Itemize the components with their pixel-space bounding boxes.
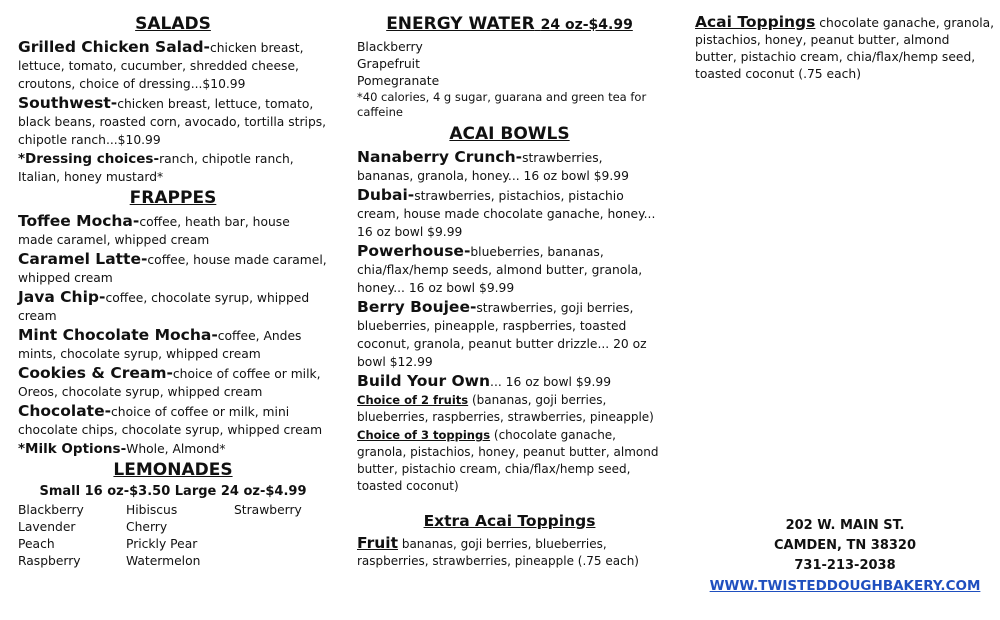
- lemonade-flavor: Prickly Pear: [126, 537, 198, 551]
- energy-water-note: *40 calories, 4 g sugar, guarana and green tea for caffeine: [357, 90, 647, 119]
- build-toppings-text: (chocolate ganache, granola, pistachios, honey, peanut butter, almond butter, pistachio cream, chia/flax/hemp seed, toasted coconut): [357, 428, 659, 493]
- energy-water-flavor: Grapefruit: [357, 57, 420, 71]
- acai-bowl-desc: ... 16 oz bowl $9.99: [490, 375, 612, 389]
- acai-bowl-desc: strawberries, bananas, granola, honey... 16 oz bowl $9.99: [357, 151, 629, 183]
- contact-block: [695, 516, 995, 596]
- acai-toppings-text: chocolate ganache, granola, pistachios, honey, peanut butter, almond butter, pistachio cream, chia/flax/hemp seed, toasted coconut (.75 each): [695, 16, 995, 81]
- frappe-name: Caramel Latte-: [18, 250, 148, 268]
- salad-name: Grilled Chicken Salad-: [18, 38, 210, 56]
- frappe-name: Chocolate-: [18, 402, 112, 420]
- acai-bowl-name: Dubai-: [357, 186, 415, 204]
- lemonade-flavor: Lavender: [18, 520, 76, 534]
- dressing-label: *Dressing choices-: [18, 151, 160, 167]
- build-fruits-option: [357, 392, 662, 426]
- frappes-list: [18, 212, 328, 458]
- acai-bowl-name: Berry Boujee-: [357, 298, 477, 316]
- milk-options-label: *Milk Options-: [18, 441, 127, 457]
- lemonade-flavor: Peach: [18, 537, 55, 551]
- extra-fruit-text: bananas, goji berries, blueberries, raspberries, strawberries, pineapple (.75 each): [357, 537, 639, 568]
- website-link[interactable]: WWW.TWISTEDDOUGHBAKERY.COM: [709, 578, 981, 594]
- frappe-item: [18, 326, 328, 363]
- extra-fruit-toppings: [357, 535, 662, 570]
- milk-options-text: Whole, Almond*: [126, 442, 226, 456]
- lemonade-flavor: Strawberry: [234, 503, 302, 517]
- lemonade-flavor-grid: [18, 502, 328, 570]
- frappe-item: [18, 288, 328, 325]
- frappe-item: [18, 250, 328, 287]
- lemonades-heading: LEMONADES: [113, 460, 233, 480]
- salads-list: [18, 38, 328, 186]
- acai-bowl-desc: strawberries, goji berries, blueberries, pineapple, raspberries, toasted coconut, granola, peanut butter drizzle... 20 oz bowl $12.99: [357, 301, 647, 369]
- lemonade-flavor: Watermelon: [126, 554, 201, 568]
- energy-water-price: 24 oz-$4.99: [540, 17, 633, 33]
- acai-bowl-desc: strawberries, pistachios, pistachio cream, house made chocolate ganache, honey... 16 oz bowl $9.99: [357, 189, 656, 239]
- acai-bowl-item: [357, 186, 662, 241]
- energy-water-title: ENERGY WATER: [386, 14, 535, 34]
- build-toppings-option: [357, 427, 662, 495]
- acai-bowl-item: [357, 242, 662, 297]
- acai-bowl-desc: blueberries, bananas, chia/flax/hemp seeds, almond butter, granola, honey... 16 oz bowl $9.99: [357, 245, 643, 295]
- dressing-text: ranch, chipotle ranch, Italian, honey mustard*: [18, 152, 294, 184]
- lemonade-prices: Small 16 oz-$3.50 Large 24 oz-$4.99: [39, 484, 307, 499]
- acai-bowl-item: [357, 372, 662, 391]
- acai-bowl-item: [357, 148, 662, 185]
- salad-desc: chicken breast, lettuce, tomato, black beans, roasted corn, avocado, tortilla strips, chipotle ranch...$10.99: [18, 97, 327, 147]
- frappe-item: [18, 402, 328, 439]
- frappe-desc: coffee, house made caramel, whipped cream: [18, 253, 327, 285]
- frappe-name: Toffee Mocha-: [18, 212, 140, 230]
- acai-bowls-heading: ACAI BOWLS: [449, 124, 570, 144]
- energy-water-flavor: Pomegranate: [357, 74, 440, 88]
- energy-water-heading: [357, 14, 662, 36]
- lemonade-flavor: Hibiscus: [126, 503, 178, 517]
- street-address: 202 W. MAIN ST.: [785, 518, 905, 533]
- city-state-zip: CAMDEN, TN 38320: [773, 538, 917, 553]
- frappe-desc: choice of coffee or milk, mini chocolate chips, chocolate syrup, whipped cream: [18, 405, 323, 437]
- frappe-name: Cookies & Cream-: [18, 364, 173, 382]
- lemonade-flavor: [234, 536, 324, 553]
- acai-bowls-list: [357, 148, 662, 495]
- dressing-note: [18, 150, 328, 186]
- acai-bowl-name: Powerhouse-: [357, 242, 471, 260]
- salad-name: Southwest-: [18, 94, 118, 112]
- build-toppings-label: Choice of 3 toppings: [357, 428, 491, 442]
- build-fruits-text: (bananas, goji berries, blueberries, raspberries, strawberries, pineapple): [357, 393, 654, 424]
- lemonade-flavor: Cherry: [126, 520, 168, 534]
- acai-toppings-label: Acai Toppings: [695, 13, 816, 31]
- frappe-name: Mint Chocolate Mocha-: [18, 326, 218, 344]
- acai-bowl-item: [357, 298, 662, 371]
- frappe-desc: coffee, chocolate syrup, whipped cream: [18, 291, 310, 323]
- frappe-item: [18, 364, 328, 401]
- menu-column-2: [357, 14, 662, 571]
- extra-acai-toppings: [695, 14, 995, 83]
- lemonade-flavor: Raspberry: [18, 554, 81, 568]
- phone-number: 731-213-2038: [794, 558, 896, 573]
- acai-bowl-name: Nanaberry Crunch-: [357, 148, 523, 166]
- energy-water-flavor: Blackberry: [357, 40, 423, 54]
- extra-toppings-heading: Extra Acai Toppings: [423, 512, 596, 530]
- lemonade-flavor: [234, 553, 324, 570]
- milk-options-note: [18, 440, 328, 458]
- salad-desc: chicken breast, lettuce, tomato, cucumber, shredded cheese, croutons, choice of dressing...$10.99: [18, 41, 304, 91]
- frappes-heading: FRAPPES: [129, 188, 217, 208]
- acai-bowl-name: Build Your Own: [357, 372, 491, 390]
- salads-heading: SALADS: [135, 14, 211, 34]
- lemonade-flavor: [234, 519, 324, 536]
- frappe-desc: coffee, Andes mints, chocolate syrup, whipped cream: [18, 329, 302, 361]
- extra-fruit-label: Fruit: [357, 534, 398, 552]
- energy-water-flavors: [357, 39, 662, 120]
- frappe-desc: coffee, heath bar, house made caramel, whipped cream: [18, 215, 290, 247]
- lemonade-flavor: Blackberry: [18, 503, 84, 517]
- menu-column-3: [695, 14, 995, 84]
- frappe-name: Java Chip-: [18, 288, 106, 306]
- frappe-desc: choice of coffee or milk, Oreos, chocolate syrup, whipped cream: [18, 367, 321, 399]
- frappe-item: [18, 212, 328, 249]
- menu-column-1: [18, 14, 328, 570]
- build-fruits-label: Choice of 2 fruits: [357, 393, 469, 407]
- salad-item: [18, 38, 328, 93]
- salad-item: [18, 94, 328, 149]
